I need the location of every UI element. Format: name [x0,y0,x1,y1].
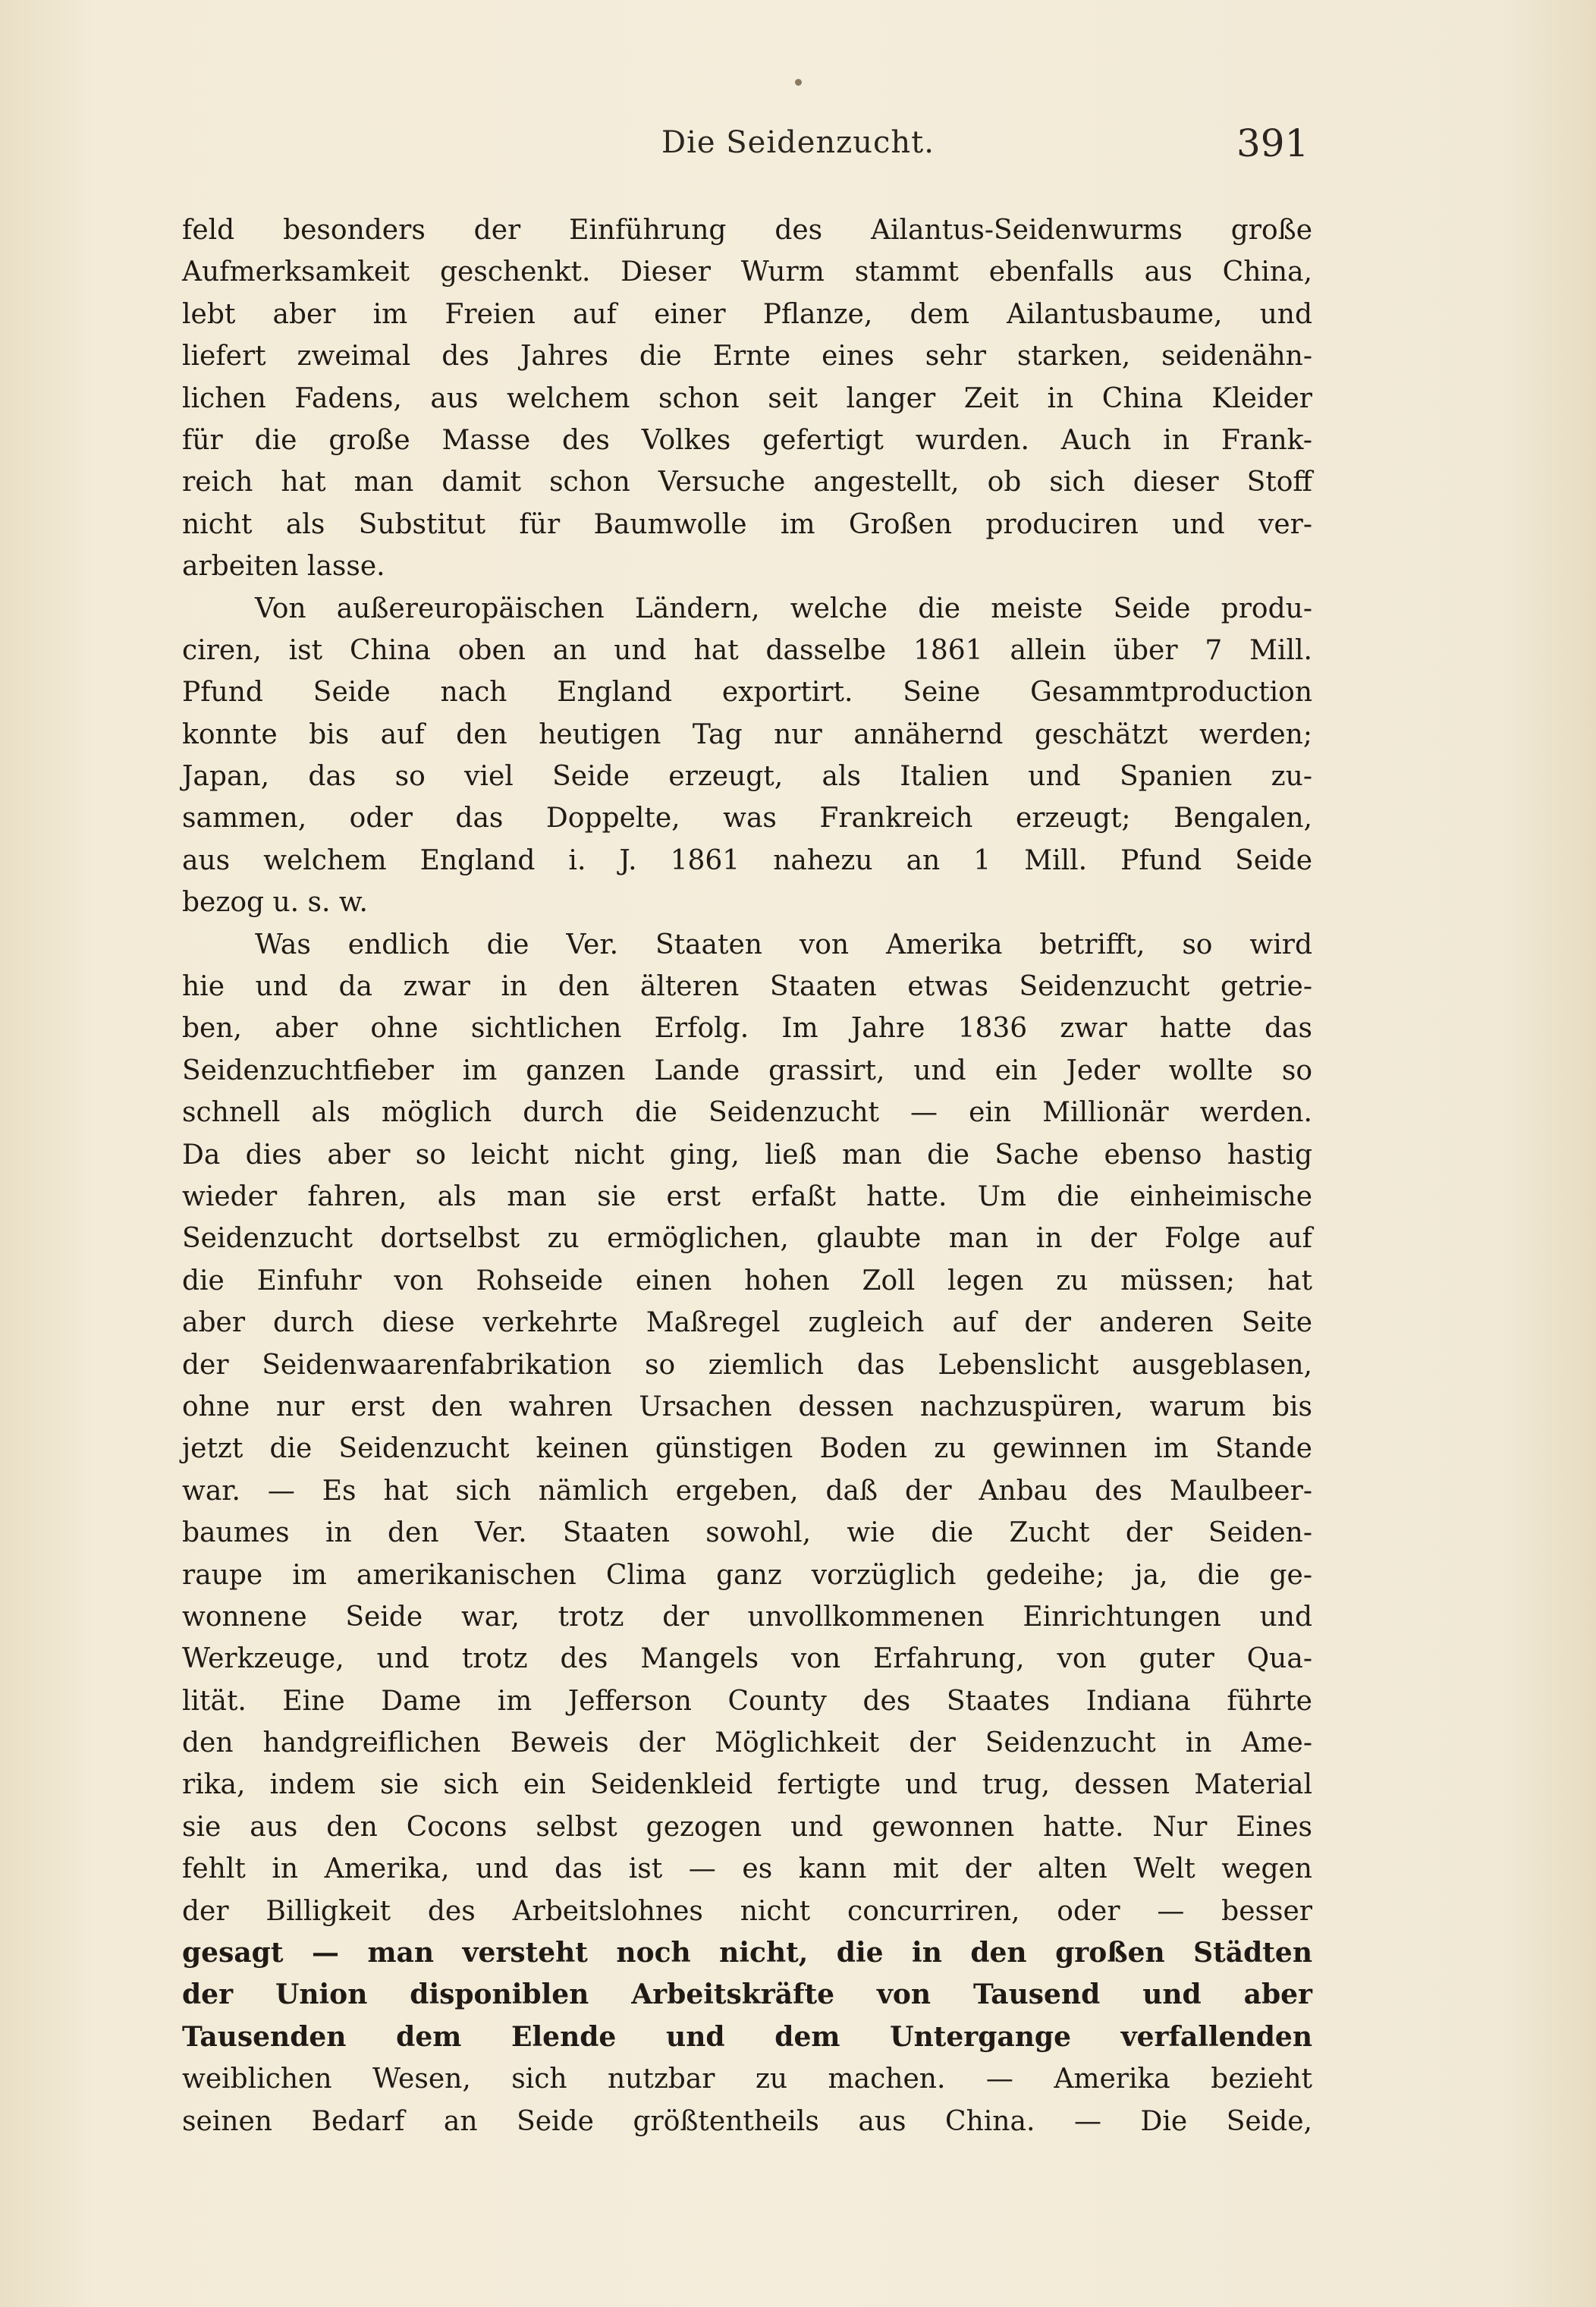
text-line: ben, aber ohne sichtlichen Erfolg. Im Jahre 1836 zwar hatte das [182,1013,1312,1045]
body-text [182,209,1312,2142]
text-line: sie aus den Cocons selbst gezogen und gewonnen hatte. Nur Eines [182,1811,1312,1843]
text-line-bold: Tausenden dem Elende und dem Untergange verfallenden [182,2020,1312,2053]
text-line: der Seidenwaarenfabrikation so ziemlich das Lebenslicht ausgeblasen, [182,1349,1312,1381]
text-line: der Billigkeit des Arbeitslohnes nicht concurriren, oder — besser [182,1895,1312,1927]
text-line: Seidenzuchtfieber im ganzen Lande grassirt, und ein Jeder wollte so [182,1054,1312,1086]
text-line: baumes in den Ver. Staaten sowohl, wie die Zucht der Seiden- [182,1517,1312,1549]
text-line: aber durch diese verkehrte Maßregel zugleich auf der anderen Seite [182,1307,1312,1339]
text-line: Werkzeuge, und trotz des Mangels von Erfahrung, von guter Qua- [182,1643,1312,1675]
text-line: aus welchem England i. J. 1861 nahezu an 1 Mill. Pfund Seide [182,844,1312,876]
text-line: konnte bis auf den heutigen Tag nur annähernd geschätzt werden; [182,718,1312,750]
ink-dot [795,79,802,86]
text-line: den handgreiflichen Beweis der Möglichkeit der Seidenzucht in Ame- [182,1727,1312,1759]
text-line: für die große Masse des Volkes gefertigt wurden. Auch in Frank- [182,424,1312,456]
text-line: sammen, oder das Doppelte, was Frankreich erzeugt; Bengalen, [182,803,1312,834]
text-line: lichen Fadens, aus welchem schon seit langer Zeit in China Kleider [182,382,1312,414]
text-line: reich hat man damit schon Versuche angestellt, ob sich dieser Stoff [182,467,1312,498]
text-line: hie und da zwar in den älteren Staaten etwas Seidenzucht getrie- [182,971,1312,1003]
text-line: raupe im amerikanischen Clima ganz vorzüglich gedeihe; ja, die ge- [182,1559,1312,1591]
text-line: seinen Bedarf an Seide größtentheils aus China. — Die Seide, [182,2105,1312,2137]
running-title: Die Seidenzucht. [661,125,935,160]
text-line: Pfund Seide nach England exportirt. Seine Gesammtproduction [182,677,1312,709]
text-line-bold: gesagt — man versteht noch nicht, die in den großen Städten [182,1937,1312,1969]
text-line: fehlt in Amerika, und das ist — es kann mit der alten Welt wegen [182,1853,1312,1885]
text-line: arbeiten lasse. [182,551,385,583]
text-line: ohne nur erst den wahren Ursachen dessen nachzuspüren, warum bis [182,1391,1312,1422]
text-line: weiblichen Wesen, sich nutzbar zu machen. — Amerika bezieht [182,2063,1312,2095]
text-line: Von außereuropäischen Ländern, welche die meiste Seide produ- [255,592,1312,624]
text-line: Japan, das so viel Seide erzeugt, als Italien und Spanien zu- [182,761,1312,793]
text-line: Was endlich die Ver. Staaten von Amerika betrifft, so wird [255,929,1312,960]
text-line: Aufmerksamkeit geschenkt. Dieser Wurm stammt ebenfalls aus China, [182,256,1312,288]
text-line: lebt aber im Freien auf einer Pflanze, dem Ailantusbaume, und [182,298,1312,330]
text-line: liefert zweimal des Jahres die Ernte eines sehr starken, seidenähn- [182,341,1312,372]
text-line: war. — Es hat sich nämlich ergeben, daß der Anbau des Maulbeer- [182,1475,1312,1507]
text-line: lität. Eine Dame im Jefferson County des Staates Indiana führte [182,1685,1312,1717]
text-line: die Einfuhr von Rohseide einen hohen Zoll legen zu müssen; hat [182,1265,1312,1297]
text-line: wonnene Seide war, trotz der unvollkommenen Einrichtungen und [182,1601,1312,1633]
text-line: ciren, ist China oben an und hat dasselbe 1861 allein über 7 Mill. [182,634,1312,666]
text-line: feld besonders der Einführung des Ailantus-Seidenwurms große [182,215,1312,246]
text-line-bold: der Union disponiblen Arbeitskräfte von Tausend und aber [182,1979,1312,2011]
text-line: nicht als Substitut für Baumwolle im Großen produciren und ver- [182,508,1312,540]
text-line: bezog u. s. w. [182,887,368,919]
text-line: rika, indem sie sich ein Seidenkleid fertigte und trug, dessen Material [182,1769,1312,1801]
text-line: schnell als möglich durch die Seidenzucht — ein Millionär werden. [182,1097,1312,1129]
page-number: 391 [1236,121,1309,165]
text-line: Da dies aber so leicht nicht ging, ließ man die Sache ebenso hastig [182,1139,1312,1171]
text-line: wieder fahren, als man sie erst erfaßt hatte. Um die einheimische [182,1180,1312,1212]
text-line: jetzt die Seidenzucht keinen günstigen Boden zu gewinnen im Stande [182,1433,1312,1465]
text-line: Seidenzucht dortselbst zu ermöglichen, glaubte man in der Folge auf [182,1223,1312,1255]
